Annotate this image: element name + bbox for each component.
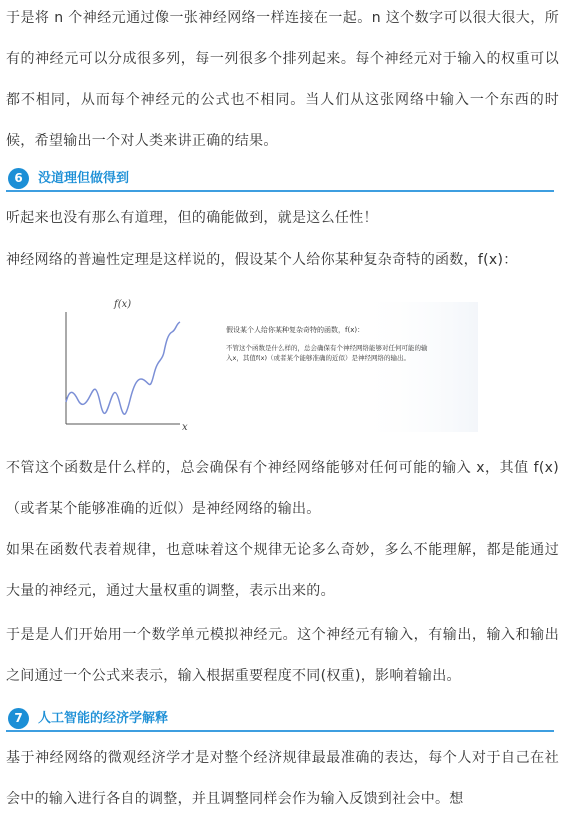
section-title: 没道理但做得到: [38, 171, 130, 186]
section-divider: [6, 190, 554, 192]
section-header-7: [6, 706, 554, 732]
y-axis-label: f(x): [114, 299, 132, 310]
section-divider: [6, 730, 554, 732]
section-title: 人工智能的经济学解释: [38, 711, 169, 726]
function-figure: [58, 292, 478, 442]
paragraph-intro: 于是将 n 个神经元通过像一张神经网络一样连接在一起。n 这个数字可以很大很大，所有的神经元可以分成很多列，每一列很多个排列起来。每个神经元对于输入的权重可以都不相同，从而每个神经元的公式也不相同。当人们从这张网络中输入一个东西的时候，希望输出一个对人类来讲正确的结果。: [6, 10, 559, 149]
figure-note-3: 入x，其值f(x)（或者某个能够准确的近似）是神经网络的输出。: [226, 354, 411, 362]
section-number-badge: 6: [8, 168, 29, 189]
paragraph-theorem: 神经网络的普遍性定理是这样说的，假设某个人给你某种复杂奇特的函数，f(x)：: [6, 252, 518, 268]
function-curve: [66, 322, 180, 414]
paragraph-rules: 如果在函数代表着规律，也意味着这个规律无论多么奇妙，多么不能理解，都是能通过大量的神经元，通过大量权重的调整，表示出来的。: [6, 542, 559, 599]
figure-note-1: 假设某个人给你某种复杂奇特的函数，f(x)：: [226, 326, 365, 334]
paragraph-universality: 不管这个函数是什么样的，总会确保有个神经网络能够对任何可能的输入 x，其值 f(x)（或者某个能够准确的近似）是神经网络的输出。: [6, 460, 559, 517]
function-plot: [58, 292, 478, 442]
figure-note-2: 不管这个函数是什么样的，总会确保有个神经网络能够对任何可能的输: [226, 344, 428, 352]
x-axis-label: x: [182, 422, 188, 433]
paragraph-economics: 基于神经网络的微观经济学才是对整个经济规律最最准确的表达，每个人对于自己在社会中的输入进行各自的调整，并且调整同样会作为输入反馈到社会中。想: [6, 750, 559, 807]
section-header-6: [6, 166, 554, 192]
paragraph-neuron-unit: 于是是人们开始用一个数学单元模拟神经元。这个神经元有输入，有输出，输入和输出之间通过一个公式来表示，输入根据重要程度不同(权重)，影响着输出。: [6, 627, 559, 684]
paragraph-claim: 听起来也没有那么有道理，但的确能做到，就是这么任性！: [6, 210, 378, 226]
section-number-badge: 7: [8, 708, 29, 729]
